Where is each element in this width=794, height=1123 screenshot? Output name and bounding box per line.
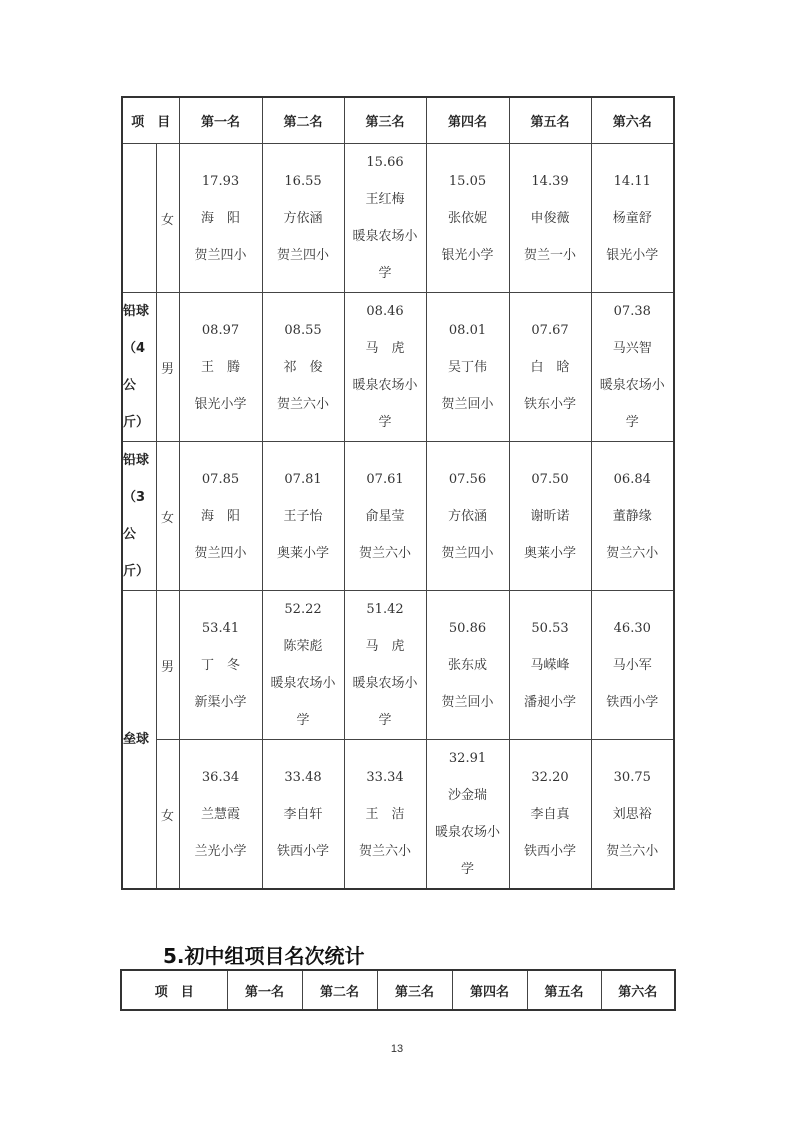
athlete-name: 马小军 bbox=[612, 657, 652, 673]
header-sixth: 第六名 bbox=[591, 97, 674, 144]
result-cell bbox=[509, 144, 591, 293]
school-name: 银光小学 bbox=[441, 247, 494, 263]
athlete-name: 申俊薇 bbox=[530, 210, 570, 226]
school-name: 暖泉农场小 bbox=[352, 378, 418, 393]
header-fifth: 第五名 bbox=[527, 970, 601, 1010]
result-score: 33.34 bbox=[366, 769, 404, 785]
event-name-line: 公 bbox=[123, 378, 137, 393]
result-score: 08.55 bbox=[284, 322, 322, 338]
page-number: 13 bbox=[390, 1043, 404, 1055]
athlete-name: 俞星莹 bbox=[365, 508, 405, 524]
result-cell bbox=[591, 144, 674, 293]
result-score: 14.39 bbox=[531, 173, 569, 189]
header-second: 第二名 bbox=[302, 970, 377, 1010]
result-cell bbox=[262, 442, 344, 591]
athlete-name: 祁 俊 bbox=[283, 359, 323, 375]
result-score: 07.81 bbox=[284, 471, 322, 487]
school-name: 铁西小学 bbox=[524, 843, 577, 859]
school-name: 贺兰六小 bbox=[606, 843, 659, 859]
result-cell bbox=[591, 740, 674, 890]
school-name: 暖泉农场小 bbox=[270, 676, 336, 691]
table-row bbox=[122, 293, 674, 442]
result-cell bbox=[179, 293, 262, 442]
result-score: 08.01 bbox=[448, 322, 487, 338]
school-name: 贺兰回小 bbox=[441, 396, 494, 412]
school-name: 贺兰四小 bbox=[277, 247, 330, 263]
result-score: 32.20 bbox=[531, 769, 569, 785]
school-name: 贺兰四小 bbox=[441, 545, 494, 561]
result-cell bbox=[426, 442, 509, 591]
result-score: 51.42 bbox=[366, 602, 404, 617]
school-name: 潘昶小学 bbox=[524, 694, 577, 710]
result-cell bbox=[179, 442, 262, 591]
result-cell bbox=[344, 144, 426, 293]
result-cell bbox=[509, 293, 591, 442]
result-cell bbox=[591, 442, 674, 591]
school-name: 奥莱小学 bbox=[524, 545, 577, 561]
header-fifth: 第五名 bbox=[509, 97, 591, 144]
gender-cell: 男 bbox=[156, 591, 179, 740]
result-score: 53.41 bbox=[201, 620, 240, 636]
result-cell bbox=[591, 591, 674, 740]
school-name: 奥莱小学 bbox=[277, 545, 330, 561]
event-name-line: （4 bbox=[123, 341, 146, 356]
school-name: 铁西小学 bbox=[277, 843, 330, 859]
result-score: 30.75 bbox=[613, 769, 651, 785]
school-name: 银光小学 bbox=[606, 247, 659, 263]
athlete-name: 海 阳 bbox=[201, 210, 241, 226]
junior-results-table bbox=[120, 969, 676, 1011]
result-score: 06.84 bbox=[613, 471, 651, 487]
school-name: 暖泉农场小 bbox=[352, 229, 418, 244]
result-cell bbox=[344, 442, 426, 591]
athlete-name: 王 洁 bbox=[365, 806, 405, 822]
result-score: 15.66 bbox=[366, 155, 404, 170]
header-first: 第一名 bbox=[227, 970, 302, 1010]
result-score: 07.85 bbox=[201, 471, 240, 487]
school-name: 贺兰六小 bbox=[359, 545, 412, 561]
result-score: 46.30 bbox=[613, 620, 651, 636]
athlete-name: 董静缘 bbox=[612, 508, 652, 524]
athlete-name: 兰慧霞 bbox=[201, 806, 241, 822]
gender-cell: 女 bbox=[156, 740, 179, 890]
result-score: 17.93 bbox=[201, 173, 240, 189]
result-cell bbox=[426, 591, 509, 740]
athlete-name: 白 晗 bbox=[530, 359, 570, 375]
result-cell bbox=[344, 740, 426, 890]
result-score: 08.97 bbox=[201, 322, 240, 338]
result-cell bbox=[262, 144, 344, 293]
athlete-name: 马 虎 bbox=[365, 341, 405, 356]
result-cell bbox=[344, 293, 426, 442]
school-name: 学 bbox=[378, 415, 392, 430]
athlete-name: 李自轩 bbox=[283, 806, 323, 822]
result-score: 07.50 bbox=[531, 471, 569, 487]
school-name: 学 bbox=[378, 713, 392, 728]
athlete-name: 王红梅 bbox=[365, 192, 405, 207]
school-name: 贺兰六小 bbox=[359, 843, 412, 859]
result-cell bbox=[509, 740, 591, 890]
header-third: 第三名 bbox=[377, 970, 452, 1010]
school-name: 贺兰四小 bbox=[194, 545, 247, 561]
event-name-line: 公 bbox=[123, 527, 137, 542]
result-cell bbox=[426, 740, 509, 890]
result-score: 07.38 bbox=[613, 304, 651, 319]
result-score: 08.46 bbox=[366, 304, 404, 319]
school-name: 暖泉农场小 bbox=[435, 825, 501, 840]
table-row bbox=[122, 442, 674, 591]
athlete-name: 方依涵 bbox=[283, 210, 323, 226]
school-name: 暖泉农场小 bbox=[352, 676, 418, 691]
event-name-line: 铅球 bbox=[123, 453, 150, 468]
result-cell bbox=[179, 740, 262, 890]
header-second: 第二名 bbox=[262, 97, 344, 144]
athlete-name: 王子怡 bbox=[283, 508, 323, 524]
event-name-cell bbox=[122, 442, 156, 591]
result-score: 07.67 bbox=[531, 322, 569, 338]
school-name: 贺兰一小 bbox=[524, 247, 577, 263]
event-name-line: 垒球 bbox=[123, 732, 150, 747]
athlete-name: 刘思裕 bbox=[612, 806, 652, 822]
athlete-name: 海 阳 bbox=[201, 508, 241, 524]
athlete-name: 杨童舒 bbox=[612, 210, 652, 226]
result-cell bbox=[344, 591, 426, 740]
header-sixth: 第六名 bbox=[601, 970, 675, 1010]
athlete-name: 沙金瑞 bbox=[448, 788, 488, 803]
school-name: 贺兰六小 bbox=[277, 396, 330, 412]
primary-results-table bbox=[121, 96, 675, 890]
table-header-row bbox=[122, 97, 674, 144]
result-score: 07.61 bbox=[366, 471, 404, 487]
event-name-line: 铅球 bbox=[123, 304, 150, 319]
result-cell bbox=[426, 144, 509, 293]
athlete-name: 张东成 bbox=[448, 657, 488, 673]
result-cell bbox=[426, 293, 509, 442]
result-score: 14.11 bbox=[613, 173, 651, 189]
header-first: 第一名 bbox=[179, 97, 262, 144]
athlete-name: 陈荣彪 bbox=[283, 639, 323, 654]
athlete-name: 丁 冬 bbox=[201, 657, 241, 673]
athlete-name: 张依妮 bbox=[448, 210, 488, 226]
header-event: 项 目 bbox=[121, 970, 227, 1010]
athlete-name: 谢昕诺 bbox=[530, 508, 570, 524]
school-name: 新渠小学 bbox=[194, 694, 247, 710]
table-header-row bbox=[121, 970, 675, 1010]
athlete-name: 李自真 bbox=[530, 806, 570, 822]
event-name-cell bbox=[122, 144, 156, 293]
school-name: 暖泉农场小 bbox=[599, 378, 665, 393]
result-score: 52.22 bbox=[284, 602, 322, 617]
school-name: 学 bbox=[625, 415, 639, 430]
header-fourth: 第四名 bbox=[452, 970, 527, 1010]
athlete-name: 马嵘峰 bbox=[530, 657, 570, 673]
school-name: 贺兰六小 bbox=[606, 545, 659, 561]
result-cell bbox=[262, 591, 344, 740]
result-cell bbox=[262, 293, 344, 442]
school-name: 铁西小学 bbox=[606, 694, 659, 710]
result-cell bbox=[591, 293, 674, 442]
event-name-line: （3 bbox=[123, 490, 146, 505]
result-score: 07.56 bbox=[448, 471, 487, 487]
school-name: 铁东小学 bbox=[524, 396, 577, 412]
gender-cell: 女 bbox=[156, 144, 179, 293]
result-cell bbox=[509, 591, 591, 740]
table-row bbox=[122, 144, 674, 293]
result-score: 33.48 bbox=[284, 769, 322, 785]
result-score: 36.34 bbox=[201, 769, 240, 785]
event-name-cell bbox=[122, 293, 156, 442]
school-name: 贺兰回小 bbox=[441, 694, 494, 710]
athlete-name: 吴丁伟 bbox=[448, 359, 488, 375]
event-name-cell bbox=[122, 591, 156, 890]
table-row bbox=[122, 740, 674, 890]
event-name-line: 斤） bbox=[123, 564, 150, 579]
athlete-name: 王 腾 bbox=[201, 359, 241, 375]
table-row bbox=[122, 591, 674, 740]
result-score: 50.53 bbox=[531, 620, 569, 636]
result-cell bbox=[509, 442, 591, 591]
result-score: 15.05 bbox=[448, 173, 487, 189]
school-name: 学 bbox=[296, 713, 310, 728]
school-name: 学 bbox=[378, 266, 392, 281]
section-title: 5.初中组项目名次统计 bbox=[163, 944, 365, 968]
header-event: 项 目 bbox=[122, 97, 179, 144]
result-cell bbox=[179, 144, 262, 293]
header-fourth: 第四名 bbox=[426, 97, 509, 144]
school-name: 银光小学 bbox=[194, 396, 247, 412]
school-name: 学 bbox=[461, 862, 475, 877]
result-cell bbox=[262, 740, 344, 890]
school-name: 贺兰四小 bbox=[194, 247, 247, 263]
event-name-line: 斤） bbox=[123, 415, 150, 430]
result-score: 32.91 bbox=[448, 751, 487, 766]
gender-cell: 女 bbox=[156, 442, 179, 591]
school-name: 兰光小学 bbox=[194, 843, 247, 859]
athlete-name: 方依涵 bbox=[448, 508, 488, 524]
athlete-name: 马兴智 bbox=[612, 341, 652, 356]
result-score: 50.86 bbox=[448, 620, 487, 636]
athlete-name: 马 虎 bbox=[365, 639, 405, 654]
result-cell bbox=[179, 591, 262, 740]
result-score: 16.55 bbox=[284, 173, 322, 189]
gender-cell: 男 bbox=[156, 293, 179, 442]
header-third: 第三名 bbox=[344, 97, 426, 144]
